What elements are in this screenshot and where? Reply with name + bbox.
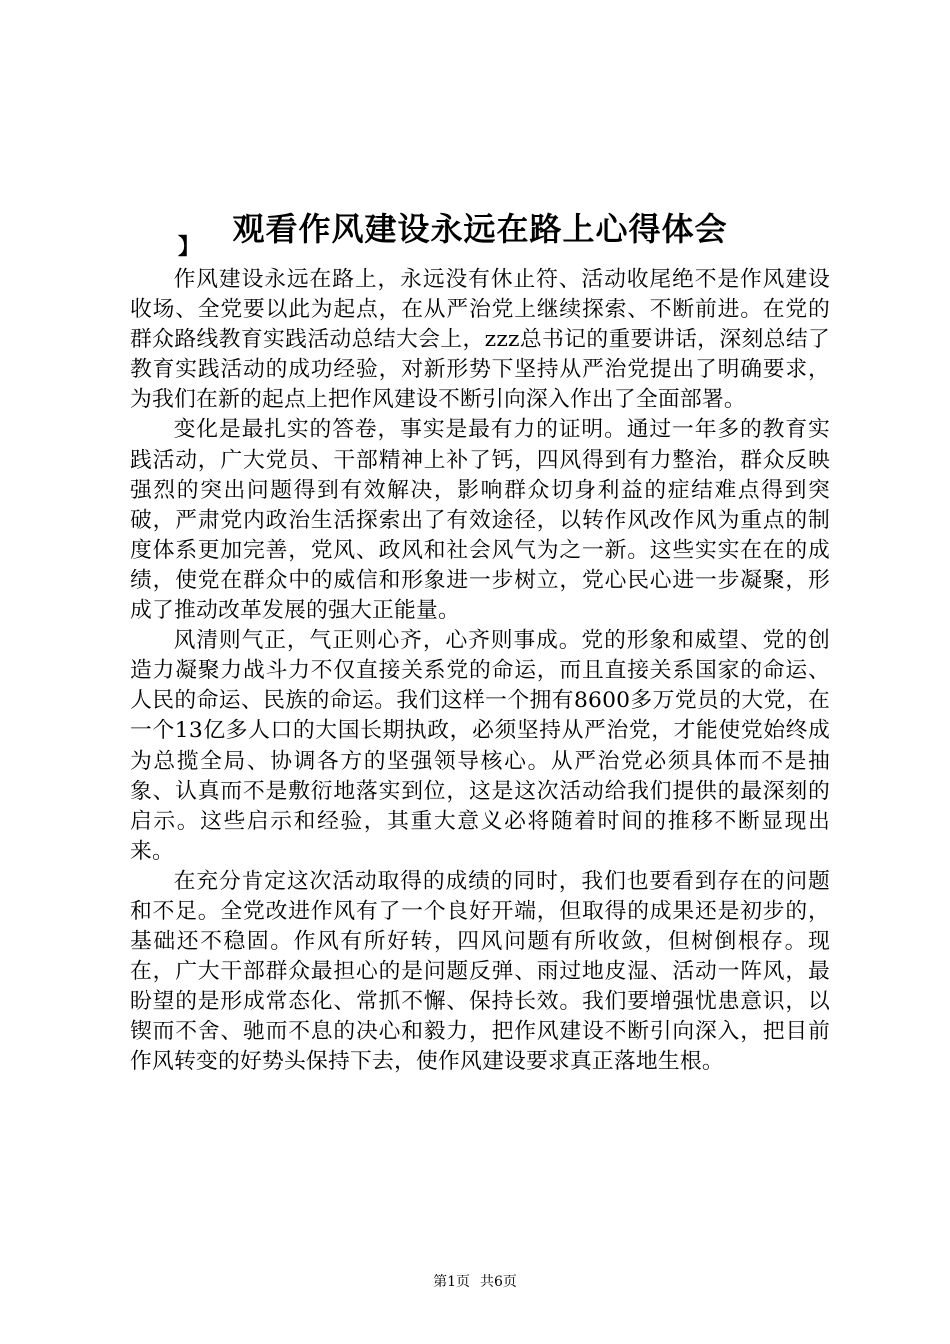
paragraph: 变化是最扎实的答卷，事实是最有力的证明。通过一年多的教育实践活动，广大党员、干部精神上补了钙，四风得到有力整治，群众反映强烈的突出问题得到有效解决，影响群众切身利益的症结难点得到突破，严肃党内政治生活探索出了有效途径，以转作风改作风为重点的制度体系更加完善，党风、政风和社会风气为之一新。这些实实在在的成绩，使党在群众中的威信和形象进一步树立，党心民心进一步凝聚，形成了推动改革发展的强大正能量。	[130, 417, 830, 624]
paragraph: 在充分肯定这次活动取得的成绩的同时，我们也要看到存在的问题和不足。全党改进作风有了一个良好开端，但取得的成果还是初步的，基础还不稳固。作风有所好转，四风问题有所收敛，但树倒根存。现在，广大干部群众最担心的是问题反弹、雨过地皮湿、活动一阵风，最盼望的是形成常态化、常抓不懈、保持长效。我们要增强忧患意识，以锲而不舍、驰而不息的决心和毅力，把作风建设不断引向深入，把目前作风转变的好势头保持下去，使作风建设要求真正落地生根。	[130, 868, 830, 1075]
page-total: 共6页	[480, 1274, 517, 1290]
page-number: 第1页	[433, 1274, 470, 1290]
document-body	[130, 265, 830, 1078]
paragraph: 作风建设永远在路上，永远没有休止符、活动收尾绝不是作风建设收场、全党要以此为起点，在从严治党上继续探索、不断前进。在党的群众路线教育实践活动总结大会上，zzz总书记的重要讲话，深刻总结了教育实践活动的成功经验，对新形势下坚持从严治党提出了明确要求，为我们在新的起点上把作风建设不断引向深入作出了全面部署。	[130, 267, 830, 413]
document-title: 观看作风建设永远在路上心得体会	[232, 210, 728, 249]
bracket-mark: 】	[178, 234, 201, 260]
page-footer	[0, 1272, 950, 1292]
paragraph: 风清则气正，气正则心齐，心齐则事成。党的形象和威望、党的创造力凝聚力战斗力不仅直接关系党的命运，而且直接关系国家的命运、人民的命运、民族的命运。我们这样一个拥有8600多万党员的大党，在一个13亿多人口的大国长期执政，必须坚持从严治党，才能使党始终成为总揽全局、协调各方的坚强领导核心。从严治党必须具体而不是抽象、认真而不是敷衍地落实到位，这是这次活动给我们提供的最深刻的启示。这些启示和经验，其重大意义必将随着时间的推移不断显现出来。	[130, 628, 830, 864]
